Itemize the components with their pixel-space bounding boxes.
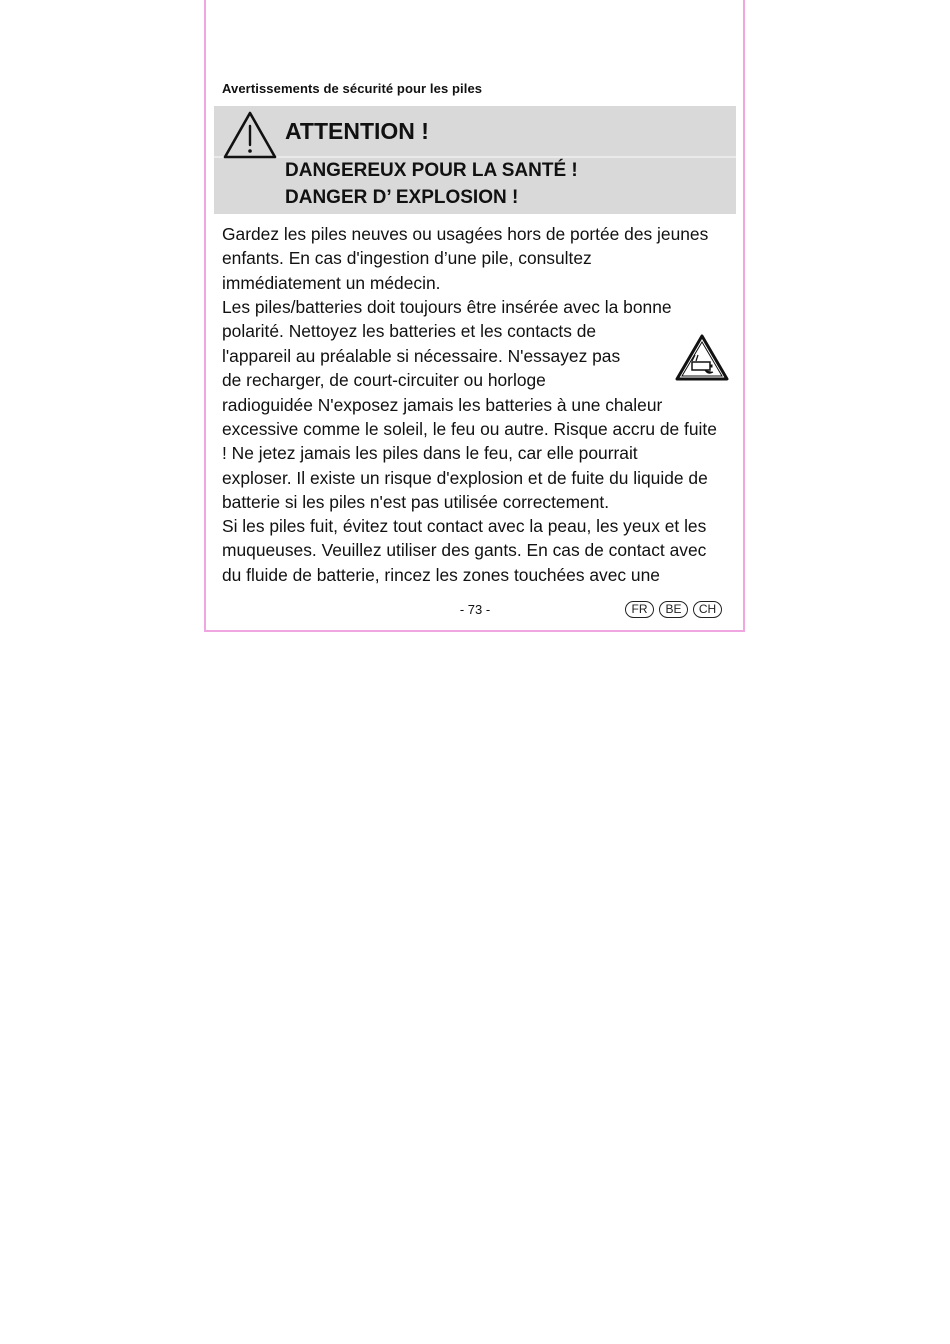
country-badge-be: BE (659, 601, 688, 618)
warning-divider (214, 156, 736, 158)
text-line: enfants. En cas d'ingestion d’une pile, consultez (222, 248, 592, 269)
text-line: l'appareil au préalable si nécessaire. N'essayez pas (222, 345, 621, 366)
text-line: ! Ne jetez jamais les piles dans le feu, car elle pourrait (222, 443, 638, 464)
danger-explosion-heading: DANGER D’ EXPLOSION ! (285, 187, 519, 208)
danger-health-heading: DANGEREUX POUR LA SANTÉ ! (285, 160, 578, 181)
country-badge-fr: FR (625, 601, 654, 618)
paragraph-ingestion (222, 222, 708, 295)
warning-triangle-icon (223, 110, 277, 160)
text-line: immédiatement un médecin. (222, 272, 441, 293)
country-badges (625, 601, 722, 618)
attention-heading: ATTENTION ! (285, 118, 429, 144)
country-badge-ch: CH (693, 601, 722, 618)
text-line: batterie si les piles n'est pas utilisée correctement. (222, 492, 610, 513)
text-line: excessive comme le soleil, le feu ou autre. Risque accru de fuite (222, 418, 717, 439)
battery-warning-icon (675, 334, 729, 382)
text-line: de recharger, de court-circuiter ou horloge (222, 370, 546, 391)
paragraph-polarity (222, 295, 717, 515)
warning-box (214, 106, 736, 214)
text-line: polarité. Nettoyez les batteries et les contacts de (222, 321, 597, 342)
text-line: exploser. Il existe un risque d'explosion et de fuite du liquide de (222, 467, 708, 488)
paragraph-leak (222, 514, 706, 587)
text-line: Si les piles fuit, évitez tout contact avec la peau, les yeux et les (222, 516, 707, 536)
text-line: Gardez les piles neuves ou usagées hors de portée des jeunes (222, 224, 709, 244)
text-line: radioguidée N'exposez jamais les batteries à une chaleur (222, 394, 663, 415)
text-line: Les piles/batteries doit toujours être insérée avec la bonne (222, 297, 672, 317)
section-title: Avertissements de sécurité pour les piles (222, 81, 483, 96)
page-number: - 73 - (459, 602, 491, 617)
text-line: du fluide de batterie, rincez les zones touchées avec une (222, 564, 660, 585)
text-line: muqueuses. Veuillez utiliser des gants. En cas de contact avec (222, 540, 707, 561)
